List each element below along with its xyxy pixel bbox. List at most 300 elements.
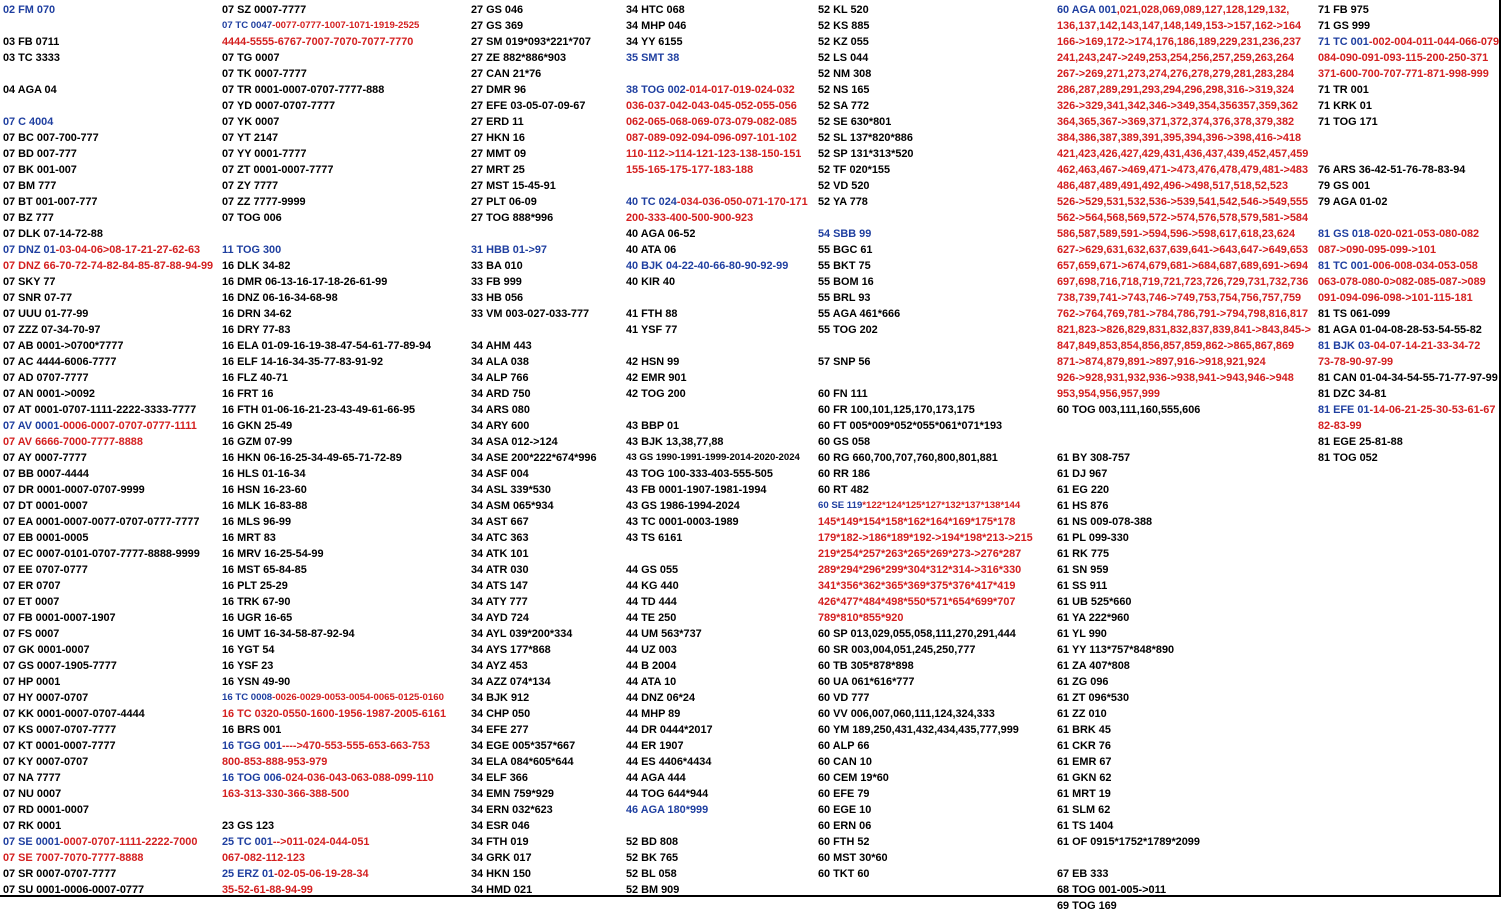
entry-line	[1318, 34, 1499, 50]
entry-line	[1057, 322, 1311, 338]
plate-entry: 71 KRK 01	[1318, 100, 1372, 112]
plate-entry: 55 BRL 93	[818, 292, 871, 304]
entry-line	[471, 178, 597, 194]
plate-entry: 27 TOG 888*996	[471, 212, 554, 224]
entry-line	[626, 226, 808, 242]
plate-entry: 34 ARD 750	[471, 388, 531, 400]
plate-entry: 40 KIR 40	[626, 276, 676, 288]
plate-entry: 52 TF 020*155	[818, 164, 891, 176]
entry-line	[3, 482, 213, 498]
plate-entry: 44 TD 444	[626, 596, 677, 608]
plate-entry: 34 BJK 912	[471, 692, 530, 704]
number-list: *122*124*125*127*132*137*138*144	[862, 500, 1021, 511]
entry-line	[3, 450, 213, 466]
number-list: -0077-0777-1007-1071-1919-2525	[272, 20, 420, 31]
entry-line	[626, 466, 808, 482]
plate-entry: 81 TS 061-099	[1318, 308, 1391, 320]
entry-line	[3, 626, 213, 642]
entry-line	[1057, 66, 1311, 82]
plate-entry: 07 ER 0707	[3, 580, 61, 592]
plate-entry: 07 KY 0007-0707	[3, 756, 89, 768]
plate-entry: 79 AGA 01-02	[1318, 196, 1388, 208]
entry-line	[626, 418, 808, 434]
plate-entry: 52 BL 058	[626, 868, 677, 880]
plate-entry: 16 MST 65-84-85	[222, 564, 307, 576]
plate-entry: 34 AYS 177*868	[471, 644, 551, 656]
plate-entry: 60 EFE 79	[818, 788, 870, 800]
entry-line	[3, 114, 213, 130]
entry-line	[1057, 674, 1311, 690]
entry-line	[818, 146, 1033, 162]
plate-entry: 42 EMR 901	[626, 372, 687, 384]
number-list: 219*254*257*263*265*269*273->276*287	[818, 548, 1022, 560]
plate-entry: 34 AHM 443	[471, 340, 532, 352]
plate-entry: 34 YY 6155	[626, 36, 683, 48]
entry-line	[626, 594, 808, 610]
plate-entry: 61 YA 222*960	[1057, 612, 1130, 624]
plate-entry: 34 FTH 019	[471, 836, 529, 848]
entry-line	[1318, 2, 1499, 18]
number-list: -04-07-14-21-33-34-72	[1370, 340, 1481, 352]
entry-line	[3, 594, 213, 610]
plate-entry: 07 UUU 01-77-99	[3, 308, 89, 320]
plate-entry: 07 AD 0707-7777	[3, 372, 89, 384]
plate-prefix: 40 TC 024	[626, 196, 677, 208]
number-list: 110-112->114-121-123-138-150-151	[626, 148, 802, 160]
entry-line	[1057, 354, 1311, 370]
entry-line	[471, 162, 597, 178]
entry-line	[1318, 450, 1499, 466]
blank-line	[471, 226, 597, 242]
entry-line	[3, 818, 213, 834]
plate-entry: 61 TS 1404	[1057, 820, 1114, 832]
plate-entry: 16 DRY 77-83	[222, 324, 291, 336]
entry-line	[1057, 898, 1311, 914]
plate-entry: 16 FTH 01-06-16-21-23-43-49-61-66-95	[222, 404, 416, 416]
entry-line	[626, 2, 808, 18]
plate-entry: 43 TC 0001-0003-1989	[626, 516, 739, 528]
plate-entry: 61 RK 775	[1057, 548, 1110, 560]
plate-entry: 44 ER 1907	[626, 740, 684, 752]
entry-line	[1318, 434, 1499, 450]
entry-line	[3, 162, 213, 178]
entry-line	[471, 722, 597, 738]
entry-line	[3, 242, 213, 258]
number-list: 586,587,589,591->594,596->598,617,618,23,624	[1057, 228, 1295, 240]
number-list: 286,287,289,291,293,294,296,298,316->319,324	[1057, 84, 1295, 96]
plate-entry: 07 YT 2147	[222, 132, 279, 144]
entry-line	[1057, 162, 1311, 178]
entry-line	[626, 850, 808, 866]
entry-line	[222, 338, 446, 354]
plate-entry: 61 EG 220	[1057, 484, 1110, 496]
plate-entry: 07 EC 0007-0101-0707-7777-8888-9999	[3, 548, 200, 560]
entry-line	[1057, 594, 1311, 610]
plate-entry: 60 TKT 60	[818, 868, 870, 880]
entry-line	[1057, 466, 1311, 482]
plate-prefix: 16 TOG 006	[222, 772, 282, 784]
plate-entry: 79 GS 001	[1318, 180, 1371, 192]
number-list: 145*149*154*158*162*164*169*175*178	[818, 516, 1016, 528]
plate-entry: 07 TK 0007-7777	[222, 68, 307, 80]
plate-prefix: 35 SMT 38	[626, 52, 680, 64]
entry-line	[1057, 514, 1311, 530]
entry-line	[222, 818, 446, 834]
plate-entry: 16 ELF 14-16-34-35-77-83-91-92	[222, 356, 384, 368]
number-list: 738,739,741->743,746->749,753,754,756,757,759	[1057, 292, 1302, 304]
entry-line	[1057, 386, 1311, 402]
number-list: -0026-0029-0053-0054-0065-0125-0160	[272, 692, 444, 703]
entry-line	[818, 226, 1033, 242]
entry-line	[818, 578, 1033, 594]
plate-entry: 07 AB 0001->0700*7777	[3, 340, 124, 352]
plate-prefix: 16 TGG 001	[222, 740, 282, 752]
entry-line	[471, 34, 597, 50]
plate-entry: 07 NA 7777	[3, 772, 61, 784]
entry-line	[471, 274, 597, 290]
entry-line	[626, 50, 808, 66]
column-4	[626, 2, 808, 898]
number-list: 084-090-091-093-115-200-250-371	[1318, 52, 1489, 64]
plate-entry: 52 KZ 055	[818, 36, 869, 48]
number-list: 384,386,387,389,391,395,394,396->398,416->418	[1057, 132, 1302, 144]
entry-line	[1318, 178, 1499, 194]
entry-line	[3, 210, 213, 226]
entry-line	[222, 546, 446, 562]
entry-line	[3, 770, 213, 786]
entry-line	[3, 418, 213, 434]
number-list: -0007-0707-1111-2222-7000	[59, 836, 198, 848]
plate-entry: 61 ZG 096	[1057, 676, 1109, 688]
entry-line	[818, 178, 1033, 194]
entry-line	[626, 770, 808, 786]
plate-entry: 16 UGR 16-65	[222, 612, 293, 624]
number-list: 289*294*296*299*304*312*314->316*330	[818, 564, 1022, 576]
column-5	[818, 2, 1033, 882]
entry-line	[471, 482, 597, 498]
entry-line	[1057, 34, 1311, 50]
blank-line	[626, 66, 808, 82]
entry-line	[222, 882, 446, 898]
entry-line	[471, 498, 597, 514]
entry-line	[1318, 194, 1499, 210]
entry-line	[471, 434, 597, 450]
entry-line	[818, 162, 1033, 178]
plate-entry: 07 BZ 777	[3, 212, 54, 224]
plate-entry: 33 BA 010	[471, 260, 523, 272]
entry-line	[626, 210, 808, 226]
entry-line	[222, 450, 446, 466]
plate-entry: 60 VV 006,007,060,111,124,324,333	[818, 708, 995, 720]
entry-line	[818, 610, 1033, 626]
plate-prefix: 16 TC 0008	[222, 692, 273, 703]
plate-entry: 07 FS 0007	[3, 628, 60, 640]
plate-prefix: 25 ERZ 01	[222, 868, 275, 880]
plate-entry: 61 BRK 45	[1057, 724, 1111, 736]
number-list: 087-089-092-094-096-097-101-102	[626, 132, 797, 144]
plate-entry: 34 ASM 065*934	[471, 500, 554, 512]
plate-prefix: 07 TC 0047	[222, 20, 273, 31]
number-list: 35-52-61-88-94-99	[222, 884, 313, 896]
entry-line	[222, 786, 446, 802]
plate-entry: 34 ATY 777	[471, 596, 528, 608]
plate-entry: 60 RR 186	[818, 468, 871, 480]
plate-entry: 61 ZT 096*530	[1057, 692, 1130, 704]
entry-line	[3, 434, 213, 450]
number-list: 166->169,172->174,176,186,189,229,231,236,237	[1057, 36, 1302, 48]
entry-line	[818, 18, 1033, 34]
entry-line	[3, 658, 213, 674]
entry-line	[1057, 546, 1311, 562]
plate-entry: 60 FTH 52	[818, 836, 870, 848]
plate-entry: 52 LS 044	[818, 52, 869, 64]
entry-line	[471, 802, 597, 818]
blank-line	[626, 178, 808, 194]
entry-line	[1318, 274, 1499, 290]
plate-entry: 52 KL 520	[818, 4, 869, 16]
blank-line	[626, 818, 808, 834]
entry-line	[471, 50, 597, 66]
number-list: 562->564,568,569,572->574,576,578,579,581->584	[1057, 212, 1309, 224]
entry-line	[471, 466, 597, 482]
entry-line	[222, 626, 446, 642]
entry-line	[1318, 242, 1499, 258]
entry-line	[222, 530, 446, 546]
plate-entry: 34 ATC 363	[471, 532, 529, 544]
entry-line	[471, 866, 597, 882]
entry-line	[222, 146, 446, 162]
entry-line	[1318, 354, 1499, 370]
entry-line	[626, 354, 808, 370]
entry-line	[222, 210, 446, 226]
number-list: 462,463,467->469,471->473,476,478,479,481->483	[1057, 164, 1309, 176]
plate-entry: 52 BM 909	[626, 884, 680, 896]
entry-line	[626, 370, 808, 386]
entry-line	[818, 770, 1033, 786]
plate-entry: 27 PLT 06-09	[471, 196, 537, 208]
entry-line	[626, 610, 808, 626]
entry-line	[471, 418, 597, 434]
plate-entry: 52 KS 885	[818, 20, 870, 32]
plate-entry: 07 BB 0007-4444	[3, 468, 89, 480]
entry-line	[1057, 82, 1311, 98]
plate-entry: 52 YA 778	[818, 196, 868, 208]
entry-line	[222, 162, 446, 178]
entry-line	[3, 802, 213, 818]
entry-line	[471, 290, 597, 306]
entry-line	[471, 882, 597, 898]
plate-entry: 81 AGA 01-04-08-28-53-54-55-82	[1318, 324, 1482, 336]
entry-line	[1057, 866, 1311, 882]
plate-entry: 40 AGA 06-52	[626, 228, 696, 240]
entry-line	[818, 482, 1033, 498]
plate-entry: 07 BK 001-007	[3, 164, 77, 176]
plate-entry: 27 EFE 03-05-07-09-67	[471, 100, 586, 112]
entry-line	[471, 626, 597, 642]
entry-line	[471, 786, 597, 802]
plate-prefix: 07 DNZ 01	[3, 244, 56, 256]
entry-line	[222, 386, 446, 402]
entry-line	[471, 514, 597, 530]
plate-entry: 16 MLK 16-83-88	[222, 500, 308, 512]
entry-line	[1057, 626, 1311, 642]
number-list: -02-05-06-19-28-34	[274, 868, 369, 880]
entry-line	[818, 386, 1033, 402]
plate-entry: 52 SP 131*313*520	[818, 148, 914, 160]
plate-entry: 07 AC 4444-6006-7777	[3, 356, 117, 368]
plate-prefix: 38 TOG 002	[626, 84, 686, 96]
entry-line	[818, 818, 1033, 834]
entry-line	[626, 642, 808, 658]
entry-line	[3, 322, 213, 338]
entry-line	[3, 226, 213, 242]
plate-entry: 61 ZA 407*808	[1057, 660, 1130, 672]
blank-line	[1318, 130, 1499, 146]
plate-entry: 34 ASA 012->124	[471, 436, 558, 448]
plate-entry: 07 TOG 006	[222, 212, 282, 224]
plate-entry: 52 VD 520	[818, 180, 870, 192]
entry-line	[818, 738, 1033, 754]
entry-line	[471, 834, 597, 850]
entry-line	[818, 466, 1033, 482]
entry-line	[222, 242, 446, 258]
entry-line	[471, 354, 597, 370]
entry-line	[1057, 98, 1311, 114]
entry-line	[818, 130, 1033, 146]
entry-line	[1057, 562, 1311, 578]
entry-line	[1057, 802, 1311, 818]
entry-line	[1057, 338, 1311, 354]
number-list: 821,823->826,829,831,832,837,839,841->843,845->	[1057, 324, 1312, 336]
plate-entry: 60 CEM 19*60	[818, 772, 889, 784]
plate-entry: 07 BD 007-777	[3, 148, 77, 160]
entry-line	[3, 370, 213, 386]
plate-entry: 60 RT 482	[818, 484, 869, 496]
plate-prefix: 60 SE 119	[818, 500, 863, 511]
blank-line	[626, 402, 808, 418]
entry-line	[1057, 706, 1311, 722]
entry-line	[222, 850, 446, 866]
blank-line	[3, 18, 213, 34]
entry-line	[222, 34, 446, 50]
plate-entry: 07 DT 0001-0007	[3, 500, 88, 512]
plate-entry: 61 SLM 62	[1057, 804, 1111, 816]
entry-line	[222, 178, 446, 194]
entry-line	[626, 498, 808, 514]
column-1	[3, 2, 213, 898]
plate-entry: 71 TOG 171	[1318, 116, 1378, 128]
entry-line	[818, 66, 1033, 82]
entry-line	[1057, 882, 1311, 898]
plate-entry: 57 SNP 56	[818, 356, 871, 368]
entry-line	[471, 98, 597, 114]
entry-line	[3, 178, 213, 194]
plate-entry: 07 ZY 7777	[222, 180, 279, 192]
entry-line	[471, 306, 597, 322]
plate-entry: 07 SZ 0007-7777	[222, 4, 307, 16]
plate-entry: 52 SA 772	[818, 100, 870, 112]
plate-entry: 16 DMR 06-13-16-17-18-26-61-99	[222, 276, 388, 288]
plate-entry: 61 UB 525*660	[1057, 596, 1132, 608]
entry-line	[3, 850, 213, 866]
plate-prefix: 81 GS 018	[1318, 228, 1371, 240]
plate-entry: 34 ERN 032*623	[471, 804, 553, 816]
plate-entry: 07 YY 0001-7777	[222, 148, 307, 160]
plate-entry: 81 DZC 34-81	[1318, 388, 1387, 400]
plate-entry: 34 ESR 046	[471, 820, 530, 832]
number-list: 091-094-096-098->101-115-181	[1318, 292, 1473, 304]
entry-line	[471, 674, 597, 690]
entry-line	[818, 418, 1033, 434]
plate-entry: 43 BJK 13,38,77,88	[626, 436, 724, 448]
entry-line	[471, 130, 597, 146]
entry-line	[626, 738, 808, 754]
entry-line	[222, 498, 446, 514]
plate-entry: 81 TOG 052	[1318, 452, 1378, 464]
blank-line	[471, 322, 597, 338]
plate-entry: 07 KS 0007-0707-7777	[3, 724, 117, 736]
entry-line	[1057, 642, 1311, 658]
entry-line	[471, 18, 597, 34]
entry-line	[818, 658, 1033, 674]
number-list: 087->090-095-099->101	[1318, 244, 1437, 256]
plate-entry: 07 ZT 0001-0007-7777	[222, 164, 334, 176]
entry-line	[818, 50, 1033, 66]
plate-entry: 60 TB 305*878*898	[818, 660, 914, 672]
number-list: ,021,028,069,089,127,128,129,132,	[1116, 4, 1290, 16]
entry-line	[626, 386, 808, 402]
entry-line	[818, 2, 1033, 18]
entry-line	[1318, 114, 1499, 130]
entry-line	[626, 450, 808, 466]
entry-line	[222, 66, 446, 82]
entry-line	[818, 514, 1033, 530]
entry-line	[3, 258, 213, 274]
plate-entry: 16 BRS 001	[222, 724, 282, 736]
entry-line	[626, 114, 808, 130]
entry-line	[3, 530, 213, 546]
plate-entry: 76 ARS 36-42-51-76-78-83-94	[1318, 164, 1466, 176]
entry-line	[818, 866, 1033, 882]
plate-entry: 60 SP 013,029,055,058,111,270,291,444	[818, 628, 1016, 640]
plate-entry: 27 GS 369	[471, 20, 524, 32]
plate-entry: 55 TOG 202	[818, 324, 878, 336]
plate-prefix: 07 SE 0001	[3, 836, 60, 848]
plate-entry: 60 ALP 66	[818, 740, 870, 752]
entry-line	[471, 82, 597, 98]
entry-line	[626, 98, 808, 114]
number-list: -024-036-043-063-088-099-110	[281, 772, 434, 784]
entry-line	[626, 242, 808, 258]
plate-entry: 27 CAN 21*76	[471, 68, 542, 80]
entry-line	[3, 338, 213, 354]
plate-entry: 61 HS 876	[1057, 500, 1109, 512]
plate-entry: 61 OF 0915*1752*1789*2099	[1057, 836, 1200, 848]
plate-entry: 60 EGE 10	[818, 804, 872, 816]
entry-line	[818, 402, 1033, 418]
entry-line	[3, 866, 213, 882]
entry-line	[818, 34, 1033, 50]
plate-entry: 34 HMD 021	[471, 884, 533, 896]
entry-line	[818, 562, 1033, 578]
number-list: -014-017-019-024-032	[685, 84, 795, 96]
entry-line	[1057, 690, 1311, 706]
entry-line	[818, 290, 1033, 306]
entry-line	[1057, 50, 1311, 66]
entry-line	[818, 834, 1033, 850]
entry-line	[626, 690, 808, 706]
plate-entry: 68 TOG 001-005->011	[1057, 884, 1167, 896]
